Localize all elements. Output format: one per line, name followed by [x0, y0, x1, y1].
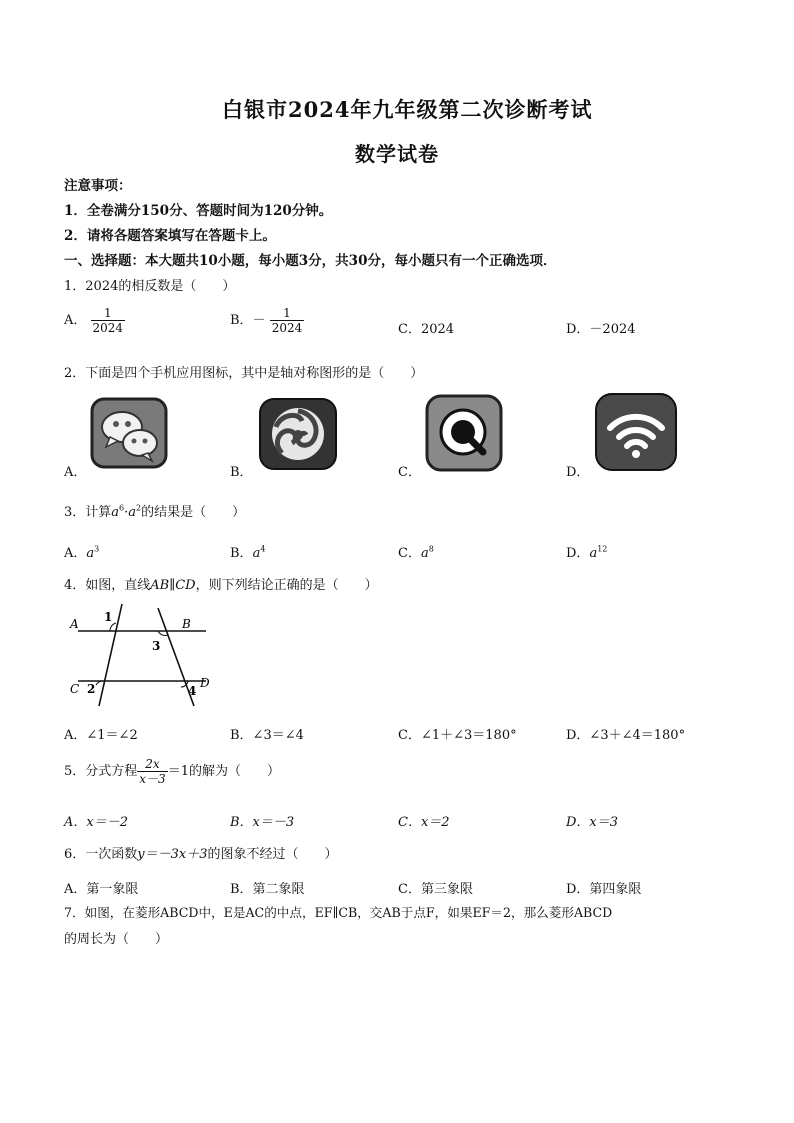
q1-option-d[interactable]: D．－2024 — [566, 322, 636, 337]
option-base: a — [252, 546, 261, 561]
notice-heading: 注意事项： — [64, 178, 132, 194]
option-label: C． — [398, 546, 421, 561]
option-exp: 12 — [597, 544, 608, 554]
q6-stem-post: 的图象不经过（ ） — [207, 847, 338, 862]
option-label: B．－ — [230, 313, 266, 328]
notice-item-1: 1．全卷满分150分、答题时间为120分钟。 — [64, 203, 333, 219]
q6-option-d[interactable]: D．第四象限 — [566, 882, 642, 897]
q4-stem — [64, 574, 378, 593]
q4-option-d[interactable]: D．∠3＋∠4＝180° — [566, 728, 686, 743]
q5-fraction — [137, 757, 167, 786]
q3-option-a[interactable] — [64, 542, 99, 561]
q2-option-d-label[interactable]: D． — [566, 465, 590, 480]
option-exp: 3 — [94, 544, 100, 554]
q7-stem-line2: 的周长为（ ） — [64, 932, 169, 947]
numerator: 2x — [137, 757, 167, 772]
exam-subtitle: 数学试卷 — [355, 142, 439, 166]
q4-stem-pre: 4．如图，直线 — [64, 578, 151, 593]
denominator: x－3 — [139, 772, 166, 786]
q5-stem-post: ＝1的解为（ ） — [167, 764, 280, 779]
numerator: 1 — [91, 306, 126, 321]
q4-math: AB∥CD — [150, 578, 196, 593]
q4-option-a[interactable]: A．∠1＝∠2 — [64, 728, 138, 743]
q3-dot: · — [124, 505, 129, 520]
q6-option-a[interactable]: A．第一象限 — [64, 882, 139, 897]
wifi-icon[interactable] — [594, 392, 678, 472]
option-exp: 4 — [260, 544, 266, 554]
label-c: C — [70, 682, 80, 696]
q5-stem-pre: 5．分式方程 — [64, 764, 138, 779]
option-exp: 8 — [428, 544, 434, 554]
q3-base1: a — [111, 505, 120, 520]
option-label: B． — [230, 546, 253, 561]
denominator: 2024 — [271, 321, 303, 335]
q6-math: y＝－3x＋3 — [137, 847, 208, 862]
q3-exp1: 6 — [119, 503, 125, 513]
label-angle-1: 1 — [104, 610, 113, 624]
denominator: 2024 — [92, 321, 124, 335]
q5-option-a[interactable]: A．x＝－2 — [64, 815, 128, 830]
q2-option-a-label[interactable]: A． — [64, 465, 87, 480]
q3-option-c[interactable] — [398, 542, 434, 561]
wechat-icon[interactable] — [90, 397, 168, 469]
q5-option-d[interactable]: D．x＝3 — [566, 815, 619, 830]
q4-option-c[interactable]: C．∠1＋∠3＝180° — [398, 728, 517, 743]
option-label: A． — [64, 313, 87, 328]
fraction — [270, 306, 305, 335]
notice-item-2: 2．请将各题答案填写在答题卡上。 — [64, 228, 276, 244]
q3-option-b[interactable] — [230, 542, 265, 561]
numerator: 1 — [270, 306, 305, 321]
q6-option-b[interactable]: B．第二象限 — [230, 882, 305, 897]
option-label: A． — [64, 546, 87, 561]
q2-option-c-label[interactable]: C． — [398, 465, 421, 480]
q3-stem — [64, 501, 245, 520]
q1-option-c[interactable]: C．2024 — [398, 322, 455, 337]
label-angle-2: 2 — [87, 682, 96, 696]
q6-stem — [64, 843, 338, 862]
q1-option-a[interactable] — [64, 306, 125, 335]
section-heading: 一、选择题：本大题共10小题，每小题3分，共30分，每小题只有一个正确选项． — [64, 253, 557, 269]
label-a: A — [70, 617, 79, 631]
q3-stem-post: 的结果是（ ） — [141, 505, 246, 520]
q2-option-b-label[interactable]: B． — [230, 465, 253, 480]
q2-stem: 2．下面是四个手机应用图标，其中是轴对称图形的是（ ） — [64, 366, 424, 381]
label-angle-4: 4 — [188, 684, 197, 698]
q4-stem-post: ，则下列结论正确的是（ ） — [195, 578, 378, 593]
label-b: B — [182, 617, 191, 631]
q7-stem-line1: 7．如图，在菱形ABCD中，E是AC的中点，EF∥CB，交AB于点F，如果EF＝2，那么菱形ABCD — [64, 905, 613, 920]
q3-exp2: 2 — [136, 503, 142, 513]
option-label: D． — [566, 546, 590, 561]
label-d: D — [200, 676, 210, 690]
q5-option-c[interactable]: C．x＝2 — [398, 815, 450, 830]
q5-stem — [64, 757, 280, 786]
q4-option-b[interactable]: B．∠3＝∠4 — [230, 728, 304, 743]
q1-option-b[interactable] — [230, 306, 304, 335]
q1-stem: 1．2024的相反数是（ ） — [64, 279, 236, 294]
q-icon[interactable] — [425, 394, 503, 472]
exam-title: 白银市2024年九年级第二次诊断考试 — [222, 97, 593, 122]
q4-figure — [66, 602, 216, 706]
option-base: a — [86, 546, 95, 561]
q3-base2: a — [128, 505, 137, 520]
q6-stem-pre: 6．一次函数 — [64, 847, 138, 862]
q3-option-d[interactable] — [566, 542, 607, 561]
q5-option-b[interactable]: B．x＝－3 — [230, 815, 295, 830]
option-base: a — [420, 546, 429, 561]
fraction — [91, 306, 126, 335]
label-angle-3: 3 — [152, 639, 161, 653]
q3-stem-pre: 3．计算 — [64, 505, 112, 520]
option-base: a — [589, 546, 598, 561]
swirl-icon[interactable] — [258, 397, 338, 471]
q6-option-c[interactable]: C．第三象限 — [398, 882, 473, 897]
